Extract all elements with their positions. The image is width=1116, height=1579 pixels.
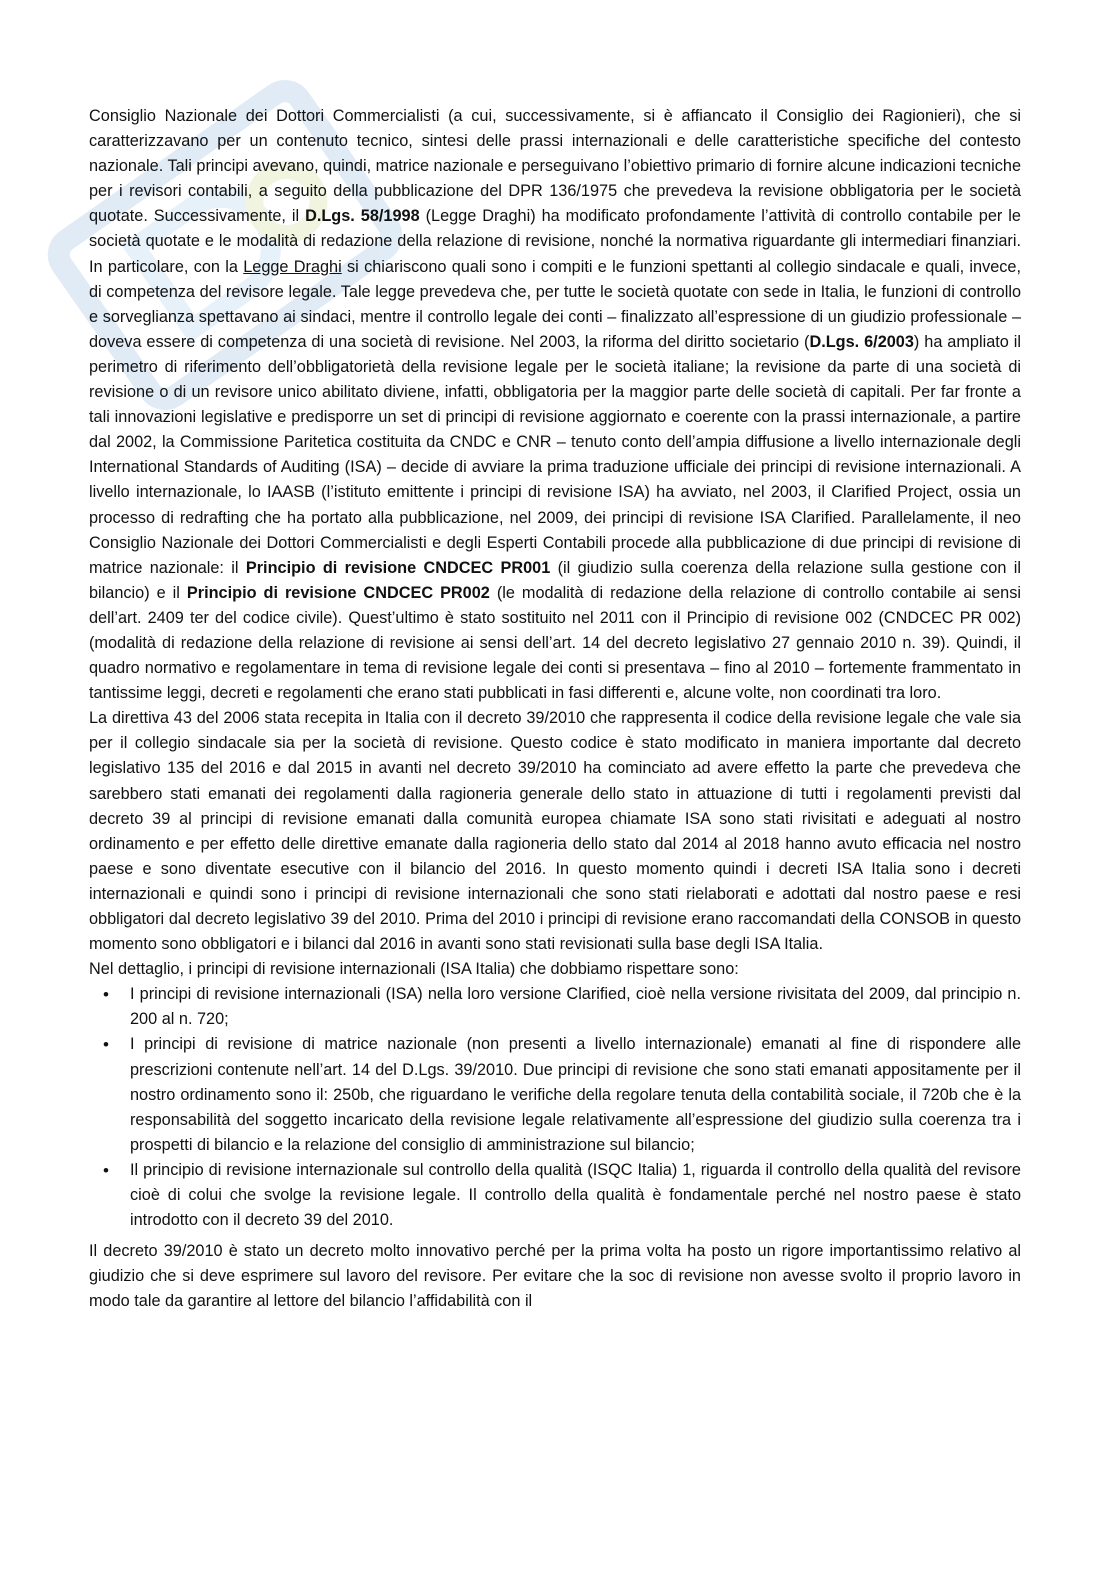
paragraph-decreto: Il decreto 39/2010 è stato un decreto molto innovativo perché per la prima volta ha posto un rigore importantissimo relativo al giudizio che si deve esprimere sul lavoro del revisore. Per evitare che la soc di revisione non avesse svolto il proprio lavoro in modo tale da garantire al lettore del bilancio l’affidabilità con il: [89, 1242, 1021, 1311]
paragraph-direttiva: La direttiva 43 del 2006 stata recepita in Italia con il decreto 39/2010 che rappresenta il codice della revisione legale che vale sia per il collegio sindacale sia per la società di revisione. Questo codice è stato modificato in maniera importante dal decreto legislativo 135 del 2016 e dal 2015 in avanti nel decreto 39/2010 ha cominciato ad avere effetto la parte che prevedeva che sarebbero stati emanati dei regolamenti dalla ragioneria generale dello stato in attuazione di tutti i regolamenti previsti dal decreto 39 al principi di revisione emanati dalla comunità europea chiamate ISA sono stati rivisitati e adeguati al nostro ordinamento e per effetto delle direttive emanate dalla ragioneria dello stato dal 2014 al 2018 hanno avuto efficacia nel nostro paese e sono diventate esecutive con il bilancio del 2016. In questo momento quindi i decreti ISA Italia sono i decreti internazionali e quindi sono i principi di revisione internazionali che sono stati rielaborati e adottati dal nostro paese e resi obbligatori dal decreto legislativo 39 del 2010. Prima del 2010 i principi di revisione erano raccomandati della CONSOB in questo momento sono obbligatori e i bilanci dal 2016 in avanti sono stati revisionati sulla base degli ISA Italia.: [89, 709, 1021, 954]
principles-list: [89, 982, 1021, 1233]
paragraph-history: Consiglio Nazionale dei Dottori Commercialisti (a cui, successivamente, si è affiancato il Consiglio dei Ragionieri), che si caratterizzavano per un contenuto tecnico, sintesi delle prassi internazionali e delle caratteristiche specifiche del contesto nazionale. Tali principi avevano, quindi, matrice nazionale e perseguivano l’obiettivo primario di fornire alcune indicazioni tecniche per i revisori contabili, a seguito della pubblicazione del DPR 136/1975 che prevedeva la revisione obbligatoria per le società quotate. Successivamente, il D.Lgs. 58/1998 (Legge Draghi) ha modificato profondamente l’attività di controllo contabile per le società quotate e le modalità di redazione della relazione di revisione, nonché la normativa riguardante gli intermediari finanziari. In particolare, con la Legge Draghi si chiariscono quali sono i compiti e le funzioni spettanti al collegio sindacale e quali, invece, di competenza del revisore legale. Tale legge prevedeva che, per tutte le società quotate con sede in Italia, le funzioni di controllo e sorveglianza spettavano ai sindaci, mentre il controllo legale dei conti – finalizzato all’espressione di un giudizio professionale – doveva essere di competenza di una società di revisione. Nel 2003, la riforma del diritto societario (D.Lgs. 6/2003) ha ampliato il perimetro di riferimento dell’obbligatorietà della revisione legale per le società italiane; la revisione da parte di una società di revisione o di un revisore unico abilitato diviene, infatti, obbligatoria per la maggior parte delle società di capitali. Per far fronte a tali innovazioni legislative e predisporre un set di principi di revisione aggiornato e coerente con la prassi internazionale, a partire dal 2002, la Commissione Paritetica costituita da CNDC e CNR – tenuto conto dell’ampia diffusione a livello internazionale degli International Standards of Auditing (ISA) – decide di avviare la prima traduzione ufficiale dei principi di revisione internazionali. A livello internazionale, lo IAASB (l’istituto emittente i principi di revisione ISA) ha avviato, nel 2003, il Clarified Project, ossia un processo di redrafting che ha portato alla pubblicazione, nel 2009, dei principi di revisione ISA Clarified. Parallelamente, il neo Consiglio Nazionale dei Dottori Commercialisti e degli Esperti Contabili procede alla pubblicazione di due principi di revisione di matrice nazionale: il Principio di revisione CNDCEC PR001 (il giudizio sulla coerenza della relazione sulla gestione con il bilancio) e il Principio di revisione CNDCEC PR002 (le modalità di redazione della relazione di controllo contabile ai sensi dell’art. 2409 ter del codice civile). Quest’ultimo è stato sostituito nel 2011 con il Principio di revisione 002 (CNDCEC PR 002) (modalità di redazione della relazione di revisione ai sensi dell’art. 14 del decreto legislativo 27 gennaio 2010 n. 39). Quindi, il quadro normativo e regolamentare in tema di revisione legale dei conti si presentava – fino al 2010 – fortemente frammentato in tantissime leggi, decreti e regolamenti che erano stati pubblicati in fasi differenti e, alcune volte, non coordinati tra loro.: [89, 107, 1021, 703]
bold-pr002: Principio di revisione CNDCEC PR002: [186, 583, 490, 602]
bold-pr001: Principio di revisione CNDCEC PR001: [245, 558, 551, 577]
list-item: • I principi di revisione di matrice nazionale (non presenti a livello internazionale) emanati al fine di rispondere alle prescrizioni contenute nell’art. 14 del D.Lgs. 39/2010. Due principi di revisione che sono stati emanati appositamente per il nostro ordinamento sono il: 250b, che riguardano le verifiche della regolare tenuta della contabilità sociale, il 720b che è la responsabilità del soggetto incaricato della revisione legale relativamente all’espressione del giudizio sulla coerenza tra i prospetti di bilancio e la relazione del consiglio di amministrazione sul bilancio;: [130, 1032, 1021, 1157]
bold-dlgs-58-1998: D.Lgs. 58/1998: [305, 207, 420, 226]
paragraph-dettaglio: Nel dettaglio, i principi di revisione internazionali (ISA Italia) che dobbiamo rispettare sono:: [89, 960, 739, 979]
list-item: • I principi di revisione internazionali (ISA) nella loro versione Clarified, cioè nella versione rivisitata del 2009, dal principio n. 200 al n. 720;: [130, 982, 1021, 1032]
document-body: [89, 104, 1021, 1315]
list-item: • Il principio di revisione internazionale sul controllo della qualità (ISQC Italia) 1, riguarda il controllo della qualità del revisore cioè di colui che svolge la revisione legale. Il controllo della qualità è fondamentale perché nel nostro paese è stato introdotto con il decreto 39 del 2010.: [130, 1158, 1021, 1233]
legge-draghi-link[interactable]: Legge Draghi: [243, 257, 342, 276]
bold-dlgs-6-2003: D.Lgs. 6/2003: [809, 332, 914, 351]
